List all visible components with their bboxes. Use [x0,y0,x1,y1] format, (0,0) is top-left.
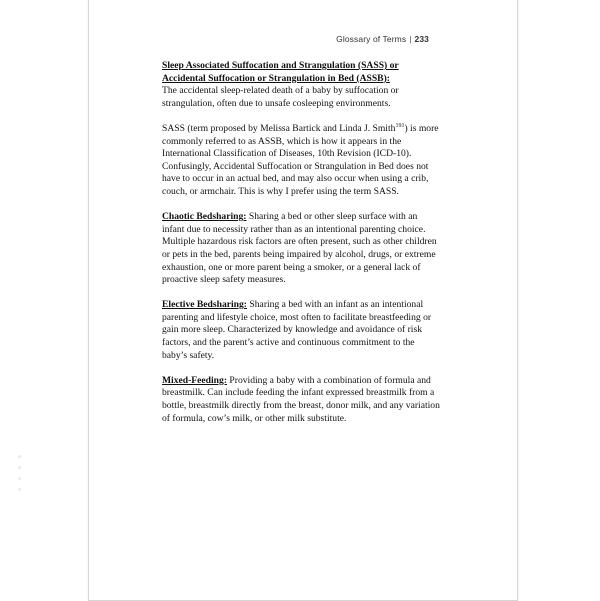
term-definition: Sharing a bed with an infant as an intentional parenting and lifestyle choice, most often to facilitate breastfeeding or gain more sleep. Characterized by knowledge and avoidance of risk factors, and the parent’s active and continuous commitment to the baby’s safety. [162,299,432,361]
book-page [88,0,518,601]
term-heading: Elective Bedsharing: [162,299,248,311]
note-text: SASS (term proposed by Melissa Bartick and Linda J. Smith [162,122,396,134]
running-header [336,34,429,44]
header-title: Glossary of Terms [336,34,407,44]
page-number: 233 [414,34,429,44]
glossary-entry-chaotic-bedsharing [162,211,440,287]
glossary-entry-mixed-feeding [162,375,440,425]
note-text-continued: ) is more commonly referred to as ASSB, which is how it appears in the International Classification of Diseases, 10th Revision (ICD-10). Confusingly, Accidental Suffocation or Strangulation in Bed does not have to occur in an actual bed, and may also occur when using a crib, couch, or armchair. This is why I prefer using the term SASS. [162,122,439,197]
term-definition: Providing a baby with a combination of formula and breastmilk. Can include feeding the infant expressed breastmilk from a bottle, breastmilk directly from the breast, donor milk, and any variation of formula, cow’s milk, or other milk substitute. [162,374,440,424]
footnote-reference: 191 [395,122,405,129]
term-heading: Chaotic Bedsharing: [162,211,247,223]
glossary-entry-sass-note [162,123,440,199]
glossary-content [162,60,440,438]
header-separator: | [409,34,412,44]
binding-marks [16,455,24,515]
term-definition: The accidental sleep-related death of a baby by suffocation or strangulation, often due to unsafe cosleeping environments. [162,85,399,109]
glossary-entry-sass [162,60,440,110]
term-heading-continued: Accidental Suffocation or Strangulation in Bed (ASSB): [162,72,390,84]
term-heading: Mixed-Feeding: [162,374,228,386]
term-heading: Sleep Associated Suffocation and Strangulation (SASS) or [162,60,399,71]
term-definition: Sharing a bed or other sleep surface with an infant due to necessity rather than as an intentional parenting choice. Multiple hazardous risk factors are often present, such as other children or pets in the bed, parents being impaired by alcohol, drugs, or extreme exhaustion, one or more parent being a smoker, or a general lack of proactive sleep safety measures. [162,211,437,286]
glossary-entry-elective-bedsharing [162,299,440,362]
